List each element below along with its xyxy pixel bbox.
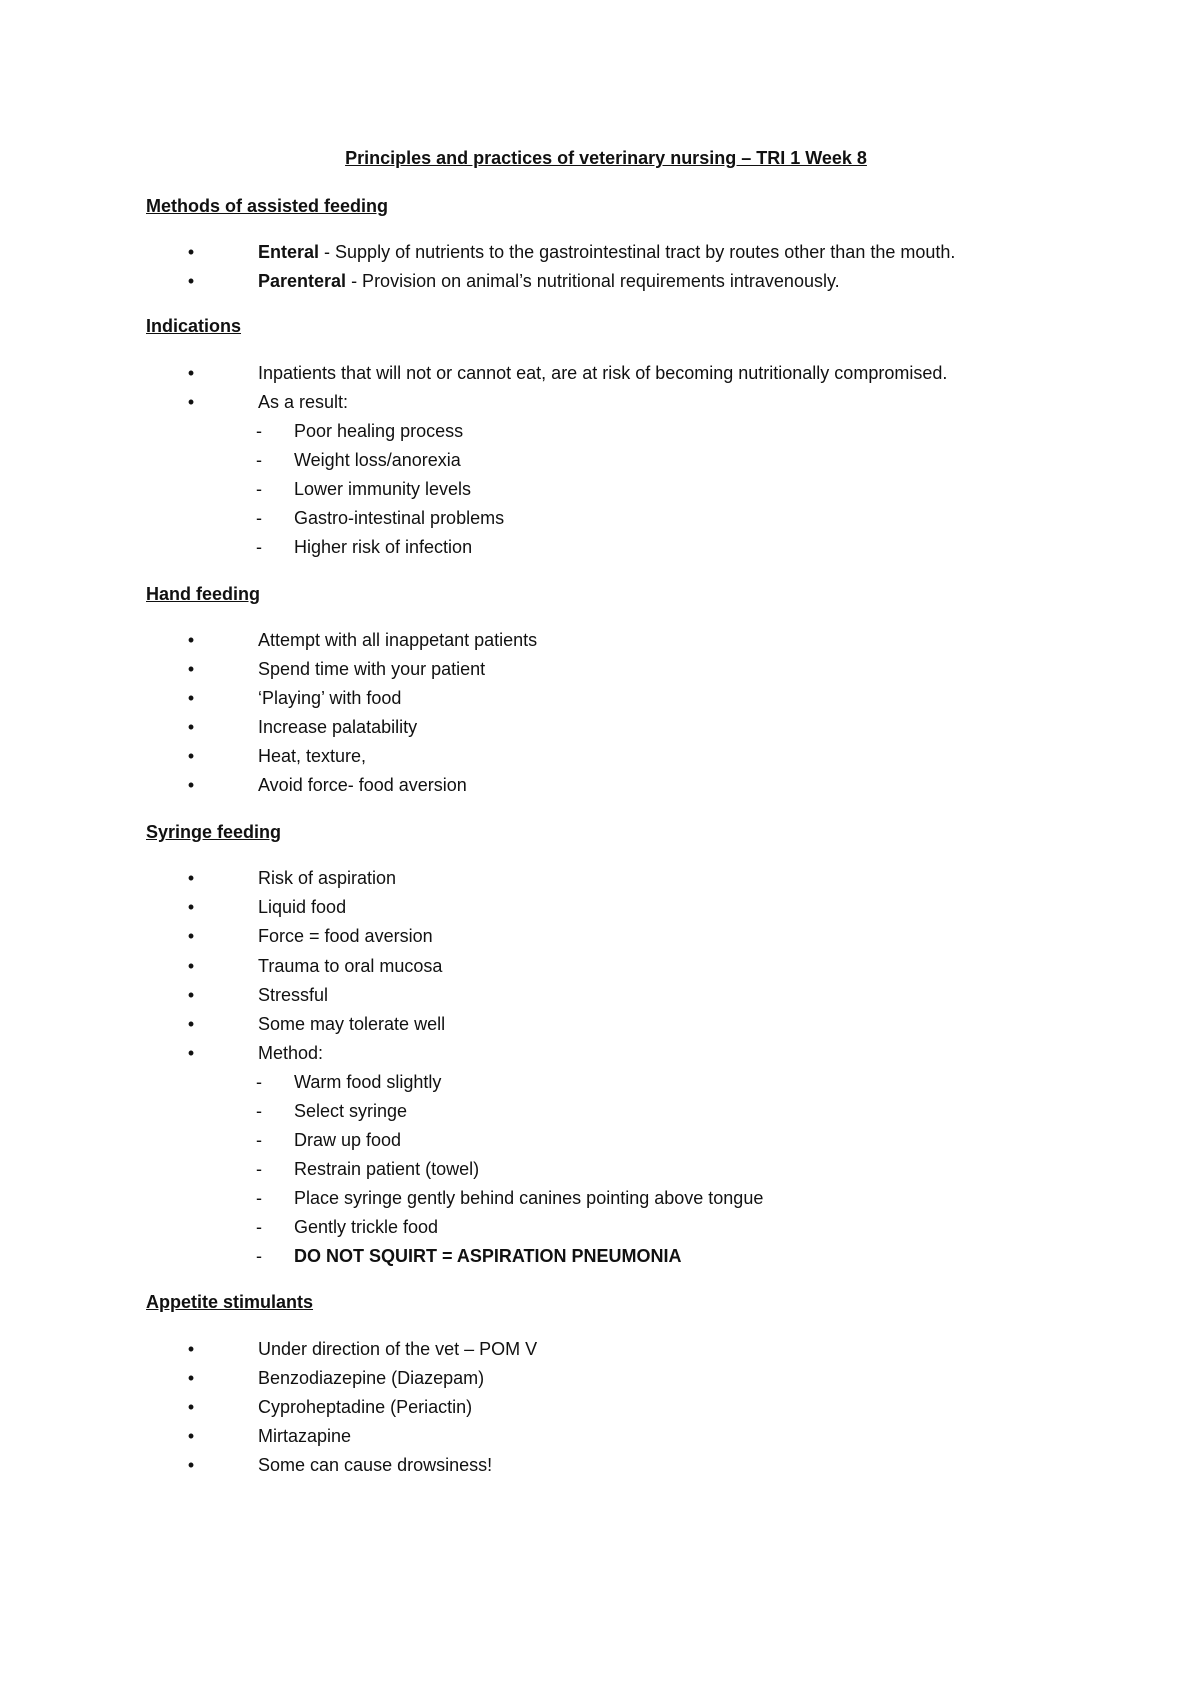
bullet-icon: • [187,1426,195,1446]
sub-list-item-text: Restrain patient (towel) [294,1159,480,1179]
list-item-text: Force = food aversion [258,926,433,946]
list-item-text: Some may tolerate well [258,1014,446,1034]
list-item-text: Method: [258,1043,324,1063]
list-item-text: Attempt with all inappetant patients [258,630,538,650]
list-item-text: Under direction of the vet – POM V [258,1339,538,1359]
bullet-icon: • [187,1368,195,1388]
sub-list-item-text: Select syringe [294,1101,408,1121]
list-item-text: Spend time with your patient [258,659,486,679]
bullet-icon: • [187,985,195,1005]
sub-list-item-text: Warm food slightly [294,1072,442,1092]
heading-hand-feeding: Hand feeding [146,584,261,604]
bullet-icon: • [187,392,195,412]
bullet-icon: • [187,897,195,917]
sub-list-item-text: Draw up food [294,1130,402,1150]
bullet-icon: • [187,1014,195,1034]
bullet-icon: • [187,659,195,679]
bullet-icon: • [187,1043,195,1063]
heading-methods: Methods of assisted feeding [146,196,389,216]
sub-list-item-text: Lower immunity levels [294,479,472,499]
bullet-icon: • [187,688,195,708]
bullet-icon: • [187,1397,195,1417]
dash-icon: - [256,1072,262,1092]
sub-list-item-text: Gently trickle food [294,1217,439,1237]
dash-icon: - [256,1130,262,1150]
list-item-text: ‘Playing’ with food [258,688,402,708]
dash-icon: - [256,479,262,499]
list-item-text: Increase palatability [258,717,418,737]
list-item-text: Avoid force- food aversion [258,775,467,795]
bullet-icon: • [187,271,195,291]
bullet-icon: • [187,868,195,888]
list-item-text: Inpatients that will not or cannot eat, are at risk of becoming nutritionally compromised. [258,363,948,383]
dash-icon: - [256,537,262,557]
list-item-text: Risk of aspiration [258,868,397,888]
list-item-text: Heat, texture, [258,746,367,766]
list-item-text: Cyproheptadine (Periactin) [258,1397,473,1417]
heading-indications: Indications [146,316,242,336]
document-title: Principles and practices of veterinary nursing – TRI 1 Week 8 [345,148,867,168]
sub-list-item-text: Place syringe gently behind canines pointing above tongue [294,1188,764,1208]
list-item-text: Trauma to oral mucosa [258,956,443,976]
bullet-icon: • [187,717,195,737]
dash-icon: - [256,450,262,470]
heading-appetite-stimulants: Appetite stimulants [146,1292,314,1312]
bullet-icon: • [187,1339,195,1359]
definition-parenteral: - Provision on animal’s nutritional requirements intravenously. [346,271,840,291]
bullet-icon: • [187,926,195,946]
term-parenteral: Parenteral [258,271,347,291]
bullet-icon: • [187,242,195,262]
list-item-text: Stressful [258,985,329,1005]
bullet-icon: • [187,956,195,976]
dash-icon: - [256,1101,262,1121]
dash-icon: - [256,1188,262,1208]
dash-icon: - [256,1217,262,1237]
heading-syringe-feeding: Syringe feeding [146,822,282,842]
bullet-icon: • [187,775,195,795]
bullet-icon: • [187,630,195,650]
list-item-text: As a result: [258,392,349,412]
warning-text: DO NOT SQUIRT = ASPIRATION PNEUMONIA [294,1246,682,1266]
sub-list-item-text: Higher risk of infection [294,537,473,557]
bullet-icon: • [187,1455,195,1475]
bullet-icon: • [187,746,195,766]
dash-icon: - [256,1246,262,1266]
dash-icon: - [256,508,262,528]
sub-list-item-text: Gastro-intestinal problems [294,508,505,528]
list-item-text: Liquid food [258,897,347,917]
list-item-text: Mirtazapine [258,1426,352,1446]
dash-icon: - [256,421,262,441]
list-item-text: Benzodiazepine (Diazepam) [258,1368,485,1388]
definition-enteral: - Supply of nutrients to the gastrointestinal tract by routes other than the mouth. [319,242,956,262]
bullet-icon: • [187,363,195,383]
list-item-text: Some can cause drowsiness! [258,1455,493,1475]
sub-list-item-text: Poor healing process [294,421,464,441]
sub-list-item-text: Weight loss/anorexia [294,450,461,470]
term-enteral: Enteral [258,242,320,262]
dash-icon: - [256,1159,262,1179]
